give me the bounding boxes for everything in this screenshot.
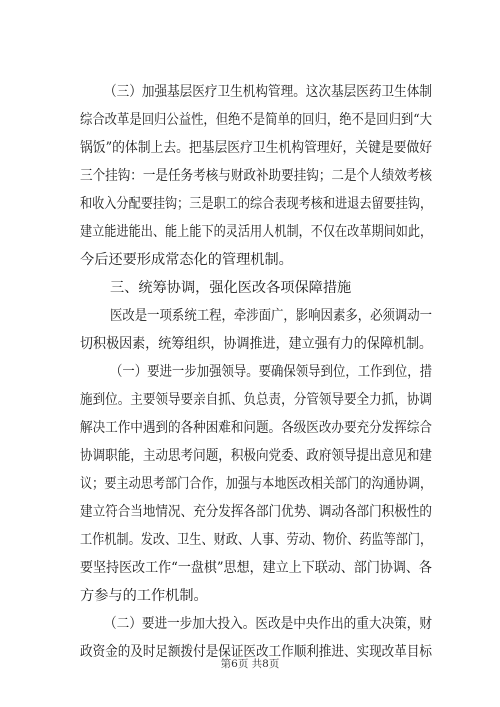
paragraph-line: 政资金的及时足额拨付是保证医改工作顺利推进、实现改革目标 xyxy=(80,644,432,660)
paragraph-line: 议；要主动思考部门合作，加强与本地医改相关部门的沟通协调， xyxy=(80,476,433,492)
paragraph-line: 切积极因素，统筹组织，协调推进，建立强有力的保障机制。 xyxy=(80,336,433,352)
paragraph-line: 和收入分配要挂钩；三是职工的综合表现考核和进退去留要挂钩， xyxy=(80,196,433,212)
paragraph-line: 三个挂钩：一是任务考核与财政补助要挂钩；二是个人绩效考核 xyxy=(80,168,432,184)
paragraph-line: （一）要进一步加强领导。要确保领导到位，工作到位，措 xyxy=(110,364,433,380)
paragraph-line: 锅饭”的体制上去。把基层医疗卫生机构管理好，关键是要做好 xyxy=(80,140,433,156)
paragraph-line: 建立符合当地情况、充分发挥各部门优势、调动各部门积极性的 xyxy=(80,504,432,520)
paragraph-line: 要坚持医改工作“一盘棋”思想，建立上下联动、部门协调、各 xyxy=(80,560,432,576)
paragraph-line: 施到位。主要领导要亲自抓、负总责，分管领导要全力抓，协调 xyxy=(80,392,432,408)
paragraph-line: 方参与的工作机制。 xyxy=(80,588,208,604)
page-footer: 第6页 共8页 xyxy=(220,658,280,670)
paragraph-line: 医改是一项系统工程，牵涉面广，影响因素多，必须调动一 xyxy=(110,308,433,324)
paragraph-line: （三）加强基层医疗卫生机构管理。这次基层医药卫生体制 xyxy=(104,84,432,100)
paragraph-line: 解决工作中遇到的各种困难和问题。各级医改办要充分发挥综合 xyxy=(80,420,432,436)
paragraph-line: 建立能进能出、能上能下的灵活用人机制，不仅在改革期间如此， xyxy=(80,224,433,240)
paragraph-line: 工作机制。发改、卫生、财政、人事、劳动、物价、药监等部门， xyxy=(80,532,433,548)
section-heading: 三、统筹协调，强化医改各项保障措施 xyxy=(110,280,352,296)
paragraph-line: 综合改革是回归公益性，但绝不是简单的回归，绝不是回归到“大 xyxy=(80,112,432,128)
paragraph-line: 今后还要形成常态化的管理机制。 xyxy=(80,252,293,268)
paragraph-line: （二）要进一步加大投入。医改是中央作出的重大决策，财 xyxy=(104,616,432,632)
paragraph-line: 协调职能，主动思考问题，积极向党委、政府领导提出意见和建 xyxy=(80,448,432,464)
